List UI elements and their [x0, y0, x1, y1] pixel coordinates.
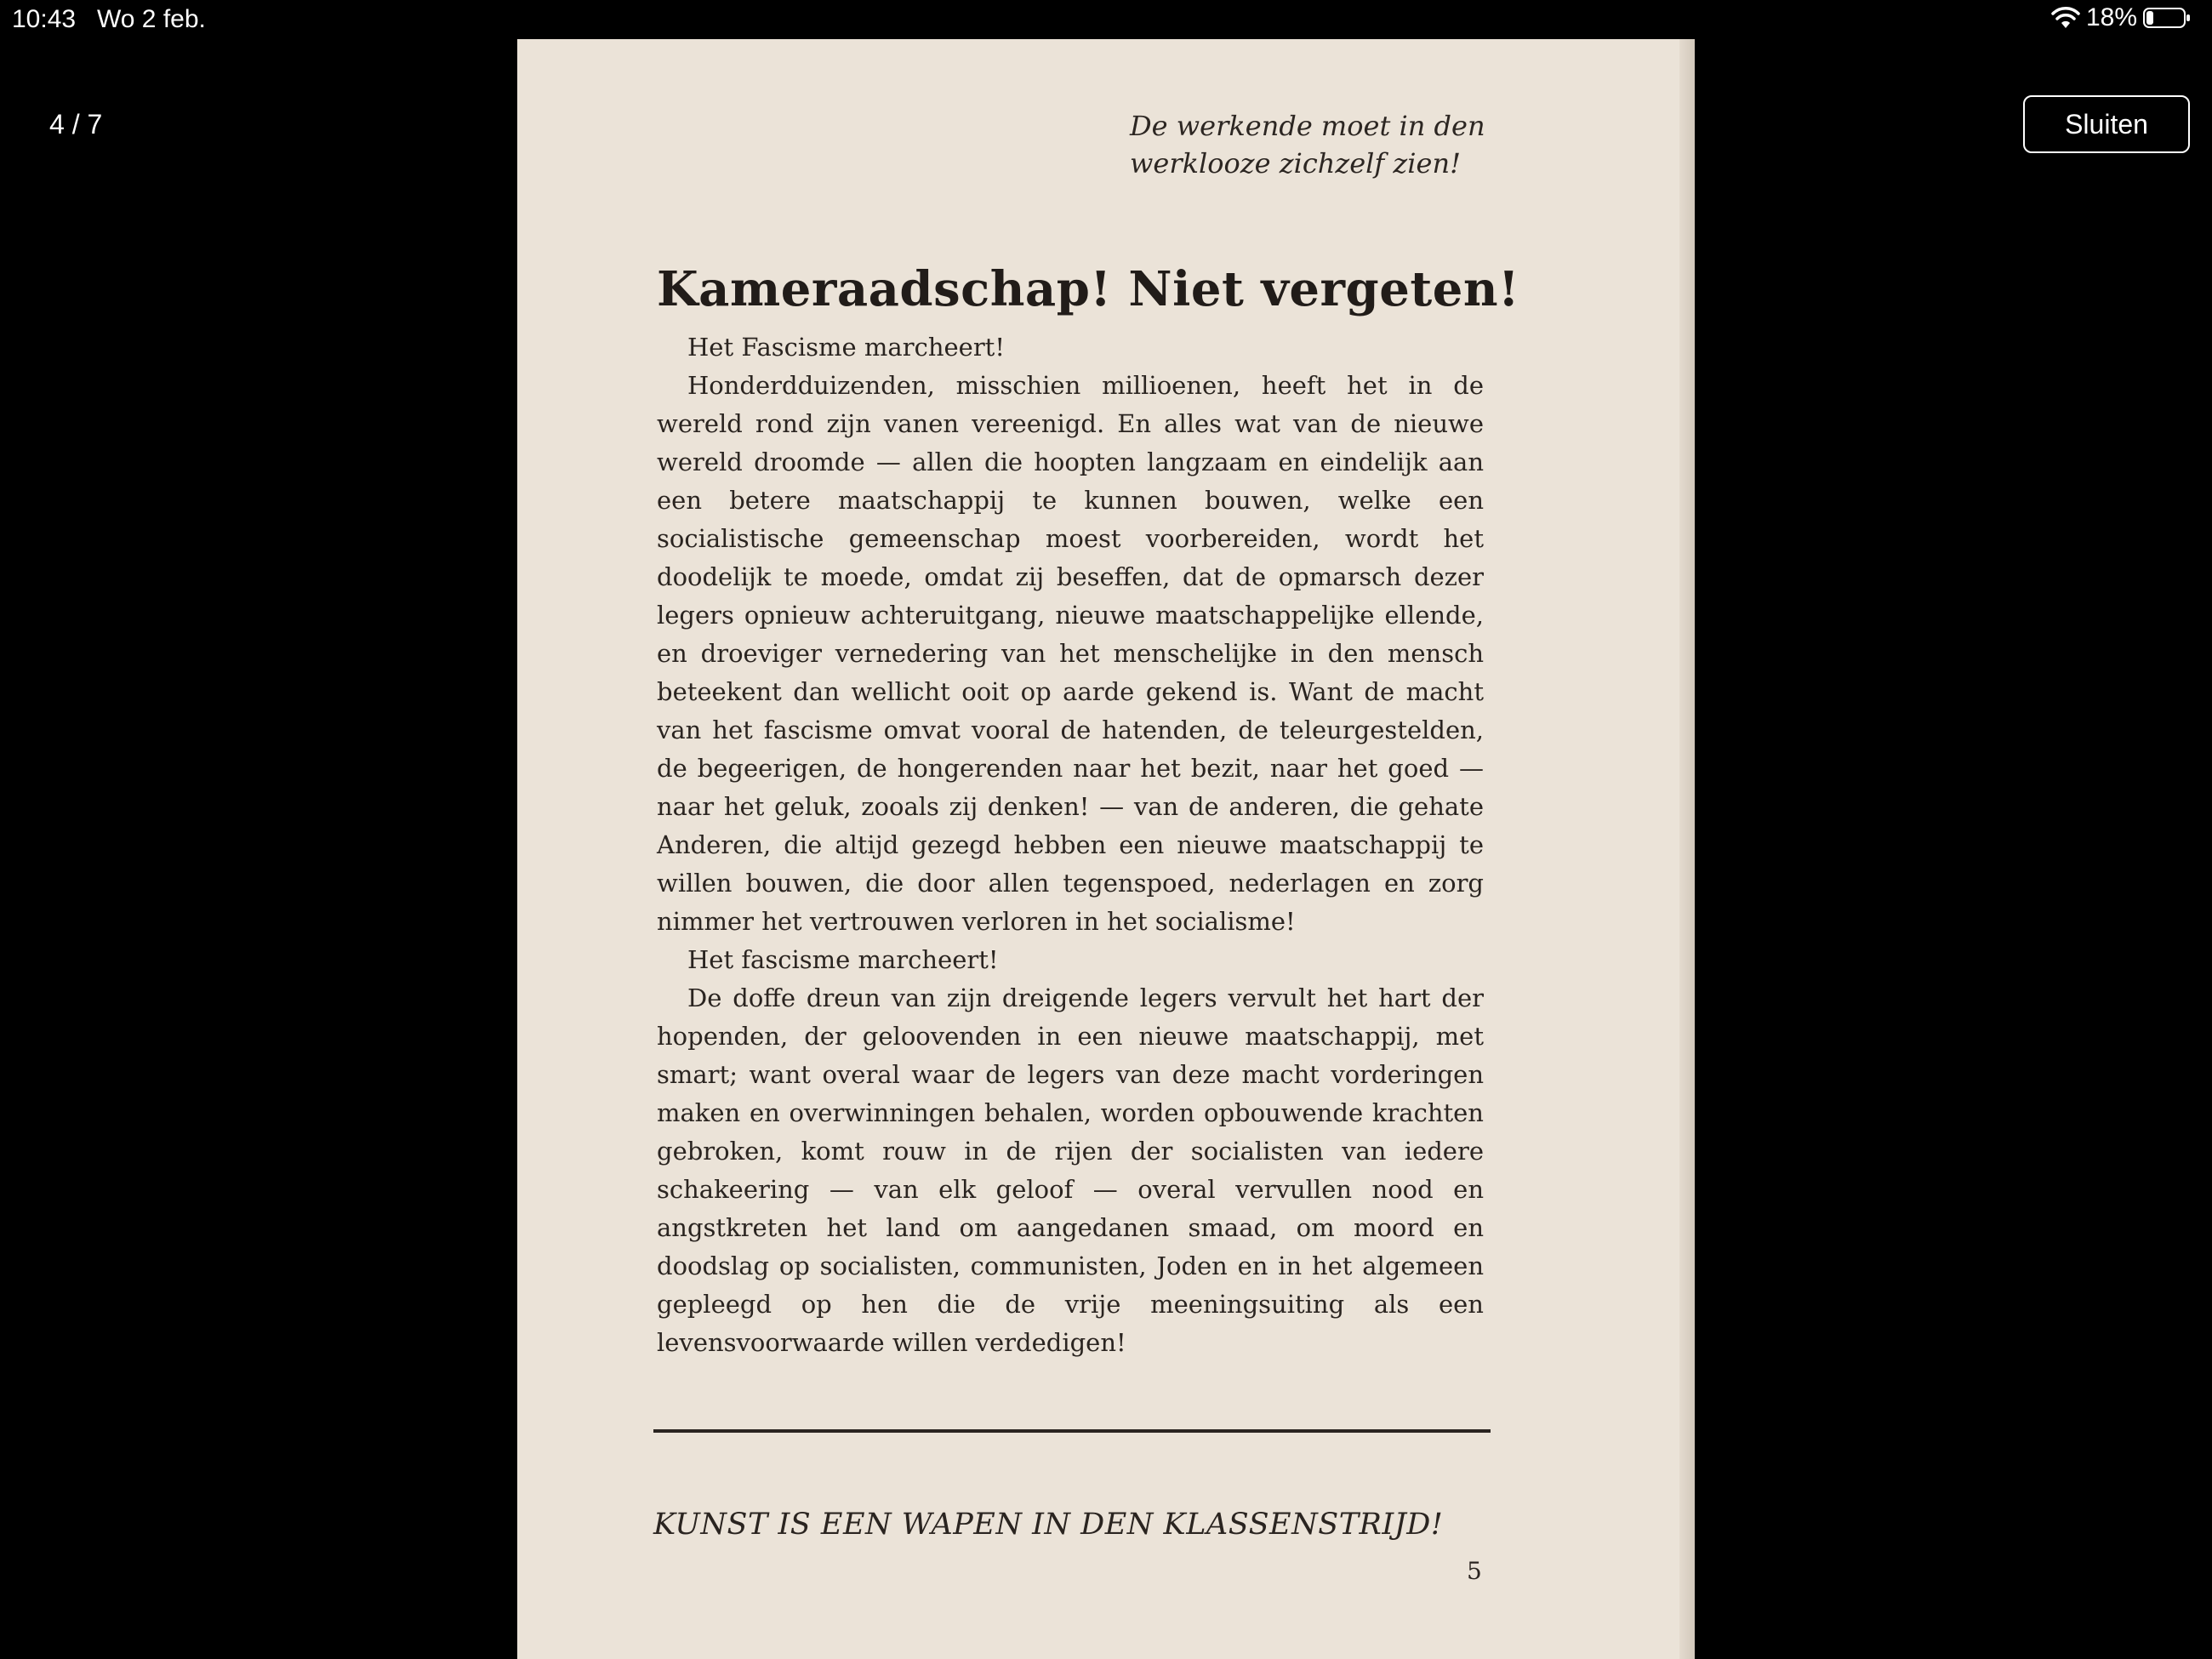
status-indicators	[2050, 3, 2193, 32]
battery-icon	[2142, 6, 2193, 30]
running-head: De werkende moet in den werklooze zichzelf zien!	[1130, 110, 1485, 180]
horizontal-rule	[653, 1429, 1491, 1433]
body-paragraph: De doffe dreun van zijn dreigende legers vervult het hart der hopenden, der geloovenden in een nieuwe maatschappij, met smart; want overal waar de legers van deze macht vorderingen maken en overwinningen behalen, worden opbouwende krachten gebroken, komt rouw in de rijen der socialisten van iedere schakeering — van elk geloof — overal vervullen nood en angstkreten het land om aangedanen smaad, om moord en doodslag op socialisten, communisten, Joden en in het algemeen gepleegd op hen die de vrije meeningsuiting als een levensvoorwaarde willen verdedigen!	[657, 983, 1484, 1357]
status-date: Wo 2 feb.	[97, 5, 206, 33]
body-paragraph: Honderdduizenden, misschien millioenen, heeft het in de wereld rond zijn vanen vereenigd. En alles wat van de nieuwe wereld droomde — allen die hoopten langzaam en eindelijk aan een betere maatschappij te kunnen bouwen, welke een socialistische gemeenschap moest voorbereiden, wordt het doodelijk te moede, omdat zij beseffen, dat de opmarsch dezer legers opnieuw achteruitgang, nieuwe maatschappelijke ellende, en droeviger vernedering van het menschelijke in den mensch beteekent dan wellicht ooit op aarde gekend is. Want de macht van het fascisme omvat vooral de hatenden, de teleurgestelden, de begeerigen, de hongerenden naar het bezit, naar het goed — naar het geluk, zooals zij denken! — van de anderen, die gehate Anderen, die altijd gezegd hebben een nieuwe maatschappij te willen bouwen, die door allen tegenspoed, nederlagen en zorg nimmer het vertrouwen verloren in het socialisme!	[657, 371, 1484, 936]
body-paragraph: Het Fascisme marcheert!	[687, 333, 1005, 362]
status-time: 10:43	[12, 5, 77, 33]
page-counter: 4 / 7	[49, 109, 103, 140]
wifi-icon	[2050, 6, 2081, 30]
article-body	[657, 328, 1484, 1362]
page-edge	[1679, 39, 1695, 1659]
footer-slogan: KUNST IS EEN WAPEN IN DEN KLASSENSTRIJD!	[653, 1508, 1444, 1542]
close-button[interactable]: Sluiten	[2023, 95, 2190, 153]
battery-percentage: 18%	[2085, 3, 2137, 31]
document-page	[517, 39, 1695, 1659]
page-number: 5	[1467, 1557, 1482, 1585]
article-title: Kameraadschap! Niet vergeten!	[657, 261, 1520, 317]
status-bar	[0, 0, 2212, 39]
body-paragraph: Het fascisme marcheert!	[687, 945, 999, 974]
